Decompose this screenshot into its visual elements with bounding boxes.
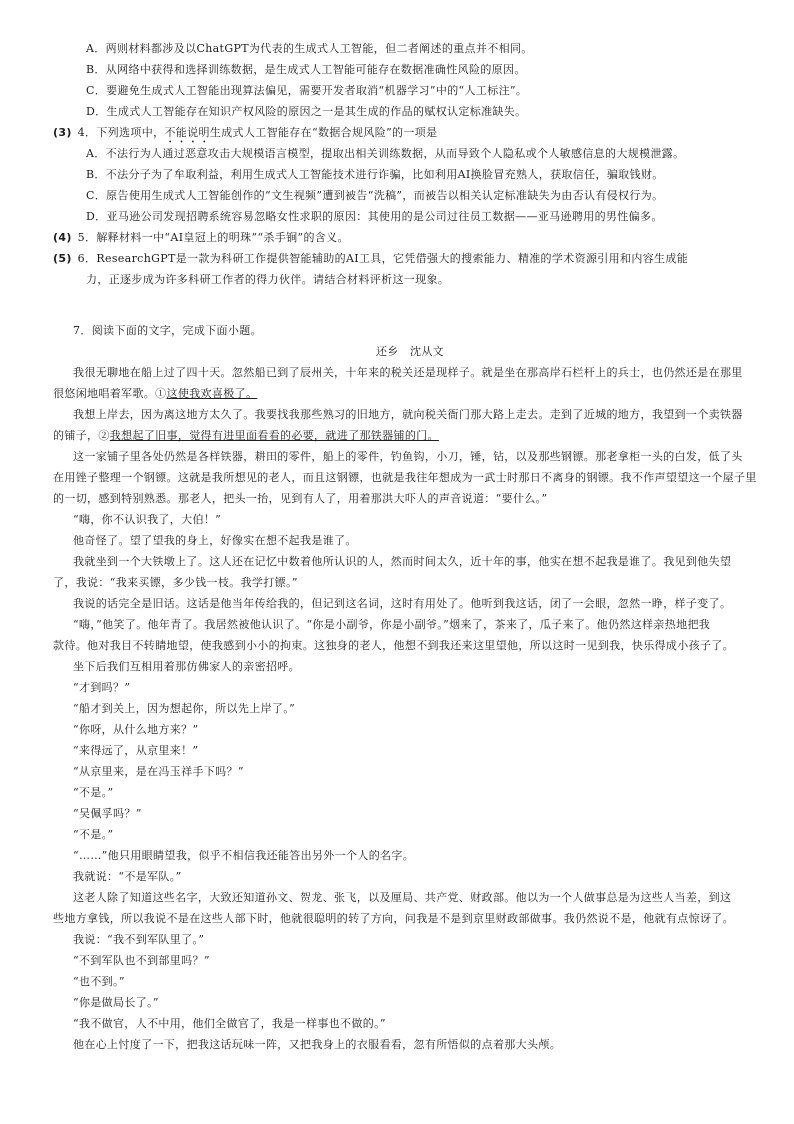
dialog-line: 我就说：“不是军队。” <box>73 870 182 883</box>
option-c-q3: C．要避免生成式人工智能出现算法偏见，需要开发者取消“机器学习”中的“人工标注”。 <box>86 84 528 97</box>
dialog-line: “船才到关上，因为想起你，所以先上岸了。” <box>73 702 296 715</box>
question-5 <box>53 227 767 248</box>
option-a-q3: A．两则材料都涉及以ChatGPT为代表的生成式人工智能，但二者阐述的重点并不相同。 <box>86 42 533 55</box>
para1-text: 很悠闲地唱着军歌。① <box>53 387 167 400</box>
dialog-line: “……”他只用眼睛望我，似乎不相信我还能答出另外一个人的名字。 <box>73 849 415 862</box>
question-4 <box>53 122 767 143</box>
option-b-q4: B．不法分子为了牟取利益，利用生成式人工智能技术进行诈骗，比如利用AI换脸冒充熟人，获取信任，骗取钱财。 <box>86 168 664 181</box>
dialog-line: “也不到。” <box>73 975 125 988</box>
story-para3-line2: 在用锉子整理一个钢镖。这就是我所想见的老人，而且这钢镖，也就是我往年想成为一武士时那日不离身的钢镖。我不作声望望这一个屋子里 <box>53 471 757 484</box>
story-para4: 他奇怪了。望了望我的身上，好像实在想不起我是谁了。 <box>73 534 357 547</box>
question-text: 5．解释材料一中“AI皇冠上的明珠”“杀手锏”的含义。 <box>77 231 349 244</box>
story-para1-line1: 我很无聊地在船上过了四十天。忽然船已到了辰州关，十年来的税关还是现样子。就是坐在那高岸石栏杆上的兵士，也仍然还是在那里 <box>73 366 743 379</box>
option-c-q4: C．原告使用生成式人工智能创作的“文生视频”遭到被告“洗稿”，而被告以相关认定标准缺失为由否认有侵权行为。 <box>86 189 664 202</box>
story-para2-line2 <box>53 425 767 446</box>
dialog-line: 我说：“我不到军队里了。” <box>73 933 205 946</box>
dialog-line: “你是做局长了。” <box>73 996 159 1009</box>
story-para8: 坐下后我们互相用着那仿佛家人的亲密招呼。 <box>73 660 300 673</box>
dialog-line: “嗨，你不认识我了，大伯！” <box>73 513 222 526</box>
dialog-line: “来得远了，从京里来！” <box>73 744 199 757</box>
dialog-line: “才到吗？” <box>73 681 131 694</box>
option-b-q3: B．从网络中获得和选择训练数据，是生成式人工智能可能存在数据准确性风险的原因。 <box>86 63 526 76</box>
option-d-q4: D．亚马逊公司发现招聘系统容易忽略女性求职的原因：其使用的是公司过往员工数据——亚马逊聘用的男性偏多。 <box>86 210 663 223</box>
question-number: (5) <box>53 252 72 265</box>
story-para7-line1: “嗨，”他笑了。他年青了。我居然被他认识了。“你是小副爷，你是小副爷。”烟来了，茶来了，瓜子来了。他仍然这样亲热地把我 <box>73 618 711 631</box>
story-para1-line2 <box>53 383 767 404</box>
para2-text: 的铺子，② <box>53 429 110 442</box>
story-para9-line1: 这老人除了知道这些名字，大致还知道孙文、贺龙、张飞，以及厘局、共产党、财政部。他以为一个人做事总是为这些人当差，到这 <box>73 891 732 904</box>
question-6-line2: 力，正逐步成为许多科研工作者的得力伙伴。请结合材料评析这一现象。 <box>86 273 450 286</box>
story-para2-line1: 我想上岸去，因为离这地方太久了。我要找我那些熟习的旧地方，就向税关衙门那大路上走去。走到了近城的地方，我望到一个卖铁器 <box>73 408 743 421</box>
dialog-line: “不到军队也不到部里吗？” <box>73 954 210 967</box>
question-7: 7．阅读下面的文字，完成下面小题。 <box>73 324 262 337</box>
underlined-sentence-2: 我想起了旧事，觉得有进里面看看的必要，就进了那铁器铺的门。 <box>109 429 439 442</box>
question-stem-pre: 4．下列选项中， <box>77 126 165 139</box>
option-d-q3: D．生成式人工智能存在知识产权风险的原因之一是其生成的作品的赋权认定标准缺失。 <box>86 105 527 118</box>
dialog-line: “不是。” <box>73 828 114 841</box>
dialog-line: “我不做官，人不中用，他们全做官了，我是一样事也不做的。” <box>73 1017 386 1030</box>
dialog-line: “从京里来，是在冯玉祥手下吗？” <box>73 765 244 778</box>
story-title: 还乡 沈从文 <box>375 345 445 358</box>
question-text-line1: 6．ResearchGPT是一款为科研工作提供智能辅助的AI工具，它凭借强大的搜索能力、精准的学术资源引用和内容生成能 <box>77 252 689 265</box>
question-number: (3) <box>53 126 72 139</box>
story-para7-line2: 款待。他对我目不转睛地望，使我感到小小的拘束。这独身的老人，他想不到我还来这里望他，所以这时一见到我，快乐得成小孩子了。 <box>53 639 734 652</box>
story-last-line: 他在心上忖度了一下，把我这话玩味一阵，又把我身上的衣服看看，忽有所悟似的点着那大头颅。 <box>73 1038 562 1051</box>
question-6 <box>53 248 767 269</box>
question-stem-post: 生成式人工智能存在“数据合规风险”的一项是 <box>209 126 438 139</box>
story-para3-line1: 这一家铺子里各处仍然是各样铁器，耕田的零件，船上的零件，钓鱼钩，小刀，锤，钻，以及那些钢镖。那老拿柜一头的白发，低了头 <box>73 450 743 463</box>
story-para3-line3: 的一切，感到特别熟悉。那老人，把头一抬，见到有人了，用着那洪大吓人的声音说道：“要什么。” <box>53 492 548 505</box>
dialog-line: “你呀，从什么地方来？” <box>73 723 199 736</box>
dialog-line: “吴佩孚吗？” <box>73 807 142 820</box>
story-para6: 我说的话完全是旧话。这话是他当年传给我的，但记到这名词，这时有用处了。他听到我这话，闭了一会眼，忽然一睁，样子变了。 <box>73 597 732 610</box>
option-a-q4: A．不法行为人通过恶意攻击大规模语言模型，提取出相关训练数据，从而导致个人隐私或个人敏感信息的大规模泄露。 <box>86 147 685 160</box>
story-para5-line1: 我就坐到一个大铁墩上了。这人还在记忆中数着他所认识的人，然而时间太久，近十年的事，他实在想不起我是谁了。我见到他失望 <box>73 555 732 568</box>
emphasized-text: 不能说明 <box>164 126 210 139</box>
question-number: (4) <box>53 231 72 244</box>
story-para9-line2: 些地方拿钱，所以我说不是在这些人部下时，他就很聪明的转了方向，问我是不是到京里财政部做事。我仍然说不是，他就有点惊讶了。 <box>53 912 734 925</box>
story-para5-line2: 了，我说：“我来买镖，多少钱一枝。我学打镖。” <box>53 576 298 589</box>
dialog-line: “不是。” <box>73 786 114 799</box>
underlined-sentence-1: 这使我欢喜极了。 <box>166 387 258 400</box>
